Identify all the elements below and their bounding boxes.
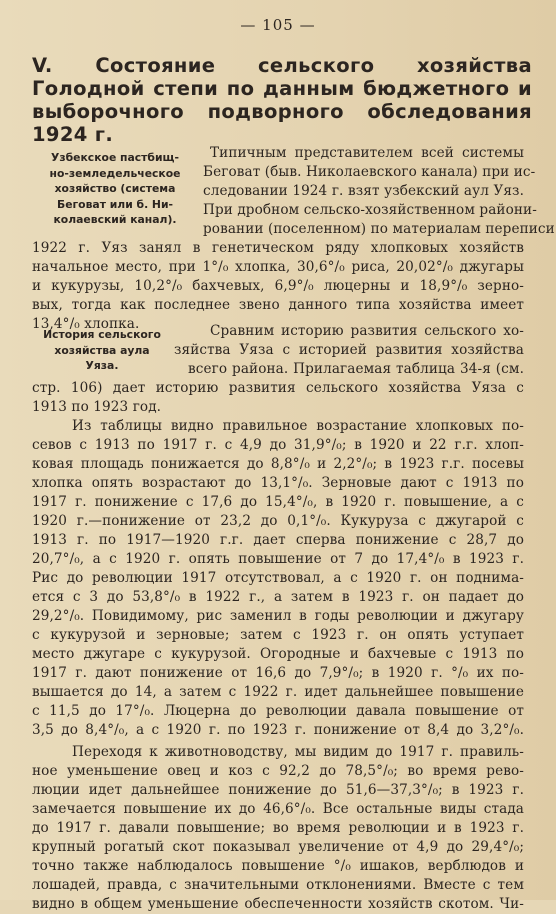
text-line: Переходя к животноводству, мы видим до 1917 г. правиль- xyxy=(72,744,524,760)
text-line: всего района. Прилагаемая таблица 34-я (см. xyxy=(188,361,524,377)
margin-note-farm-type xyxy=(34,150,196,228)
text-line: ется с 3 до 53,8°/₀ в 1922 г., а затем в 1923 г. он падает до xyxy=(32,589,524,605)
text-line: точно также наблюдалось повышение °/₀ ишаков, верблюдов и xyxy=(32,858,524,874)
margin-note-line: История сельского xyxy=(43,328,161,341)
text-line: ковая площадь понижается до 8,8°/₀ и 2,2°/₀; в 1923 г.г. посевы xyxy=(32,456,524,472)
margin-note-line: Беговат или б. Ни- xyxy=(56,197,174,211)
margin-note-line: Узбекское пастбищ- xyxy=(51,151,179,164)
text-line: место джугаре с кукурузой. Огородные и бахчевые с 1913 по xyxy=(32,646,524,662)
text-line: Сравним историю развития сельского хо- xyxy=(210,323,524,339)
text-line: 29,2°/₀. Повидимому, рис заменил в годы революции и джугару xyxy=(32,608,524,624)
page-number: — 105 — xyxy=(240,16,316,34)
text-line: 1917 г. понижение с 17,6 до 15,4°/₀, в 1920 г. повышение, а с xyxy=(32,494,524,510)
text-line: с 11,5 до 17°/₀. Люцерна до революции давала повышение от xyxy=(32,703,524,719)
text-line: 20,7°/₀, а с 1920 г. опять повышение от 7 до 17,4°/₀ в 1923 г. xyxy=(32,551,524,567)
text-line: стр. 106) дает историю развития сельского хозяйства Уяза с xyxy=(32,380,524,396)
text-line: 1917 г. дают понижение от 16,6 до 7,9°/₀; в 1920 г. °/₀ их по- xyxy=(32,665,524,681)
text-line: Из таблицы видно правильное возрастание хлопковых по- xyxy=(72,418,524,434)
text-line: зяйства Уяза с историей развития хозяйства xyxy=(174,342,524,358)
text-line: Типичным представителем всей системы xyxy=(210,145,524,161)
margin-note-line: но-земледельческое xyxy=(49,166,181,180)
text-line: до 1917 г. давали повышение; во время революции и в 1923 г. xyxy=(32,820,524,836)
text-line: и кукурузы, 10,2°/₀ бахчевых, 6,9°/₀ люцерны и 18,9°/₀ зерно- xyxy=(32,278,524,294)
margin-note-line: хозяйства аула xyxy=(54,343,150,357)
text-line: вых, тогда как последнее звено данного типа хозяйства имеет xyxy=(32,297,524,313)
text-line: 1922 г. Уяз занял в генетическом ряду хлопковых хозяйств xyxy=(32,240,524,256)
text-line: следовании 1924 г. взят узбекский аул Уяз. xyxy=(203,183,524,199)
margin-note-line: Уяза. xyxy=(85,359,119,372)
text-line: лошадей, правда, с значительными отклонениями. Вместе с тем xyxy=(32,877,524,893)
chapter-title: V. Состояние сельского хозяйства Голодной степи по данным бюджетного и выборочного подворного обследования 1924 г. xyxy=(32,54,532,146)
text-line: вышается до 14, а затем с 1922 г. идет дальнейшее повышение xyxy=(32,684,524,700)
text-line: хлопка опять возрастают до 13,1°/₀. Зерновые дают с 1913 по xyxy=(32,475,524,491)
text-line: 1913 по 1923 год. xyxy=(32,399,162,415)
text-line: крупный рогатый скот показывал увеличение от 4,9 до 29,4°/₀; xyxy=(32,839,524,855)
margin-note-line: хозяйство (система xyxy=(54,182,176,195)
text-line: Беговат (быв. Николаевского канала) при ис- xyxy=(203,164,536,180)
text-line: люции идет дальнейшее понижение до 51,6—37,3°/₀; в 1923 г. xyxy=(32,782,524,798)
text-line: Рис до революции 1917 отсутствовал, а с 1920 г. он поднима- xyxy=(32,570,524,586)
text-line: начальное место, при 1°/₀ хлопка, 30,6°/₀ риса, 20,02°/₀ джугары xyxy=(32,259,524,275)
text-line: 1920 г.—понижение от 23,2 до 0,1°/₀. Кукуруза с джугарой с xyxy=(32,513,524,529)
text-line: с кукурузой и зерновые; затем с 1923 г. он опять уступает xyxy=(32,627,524,643)
text-line: видно в общем уменьшение обеспеченности хозяйств скотом. Чи- xyxy=(32,896,524,912)
text-line: При дробном сельско-хозяйственном райони- xyxy=(203,202,537,218)
text-line: 1913 г. по 1917—1920 г.г. дает сперва понижение с 28,7 до xyxy=(32,532,524,548)
text-line: замечается повышение их до 46,6°/₀. Все остальные виды стада xyxy=(32,801,524,817)
text-line: ное уменьшение овец и коз с 92,2 до 78,5°/₀; во время рево- xyxy=(32,763,524,779)
margin-note-line: колаевский канал). xyxy=(53,213,177,226)
text-line: ровании (поселенном) по материалам переписи xyxy=(203,221,555,237)
text-line: севов с 1913 по 1917 г. с 4,9 до 31,9°/₀; в 1920 и 22 г.г. хлоп- xyxy=(32,437,524,453)
text-line: 13,4°/₀ хлопка. xyxy=(32,316,140,332)
text-line: 3,5 до 8,4°/₀, а с 1920 г. по 1923 г. понижение от 8,4 до 3,2°/₀. xyxy=(32,722,524,738)
